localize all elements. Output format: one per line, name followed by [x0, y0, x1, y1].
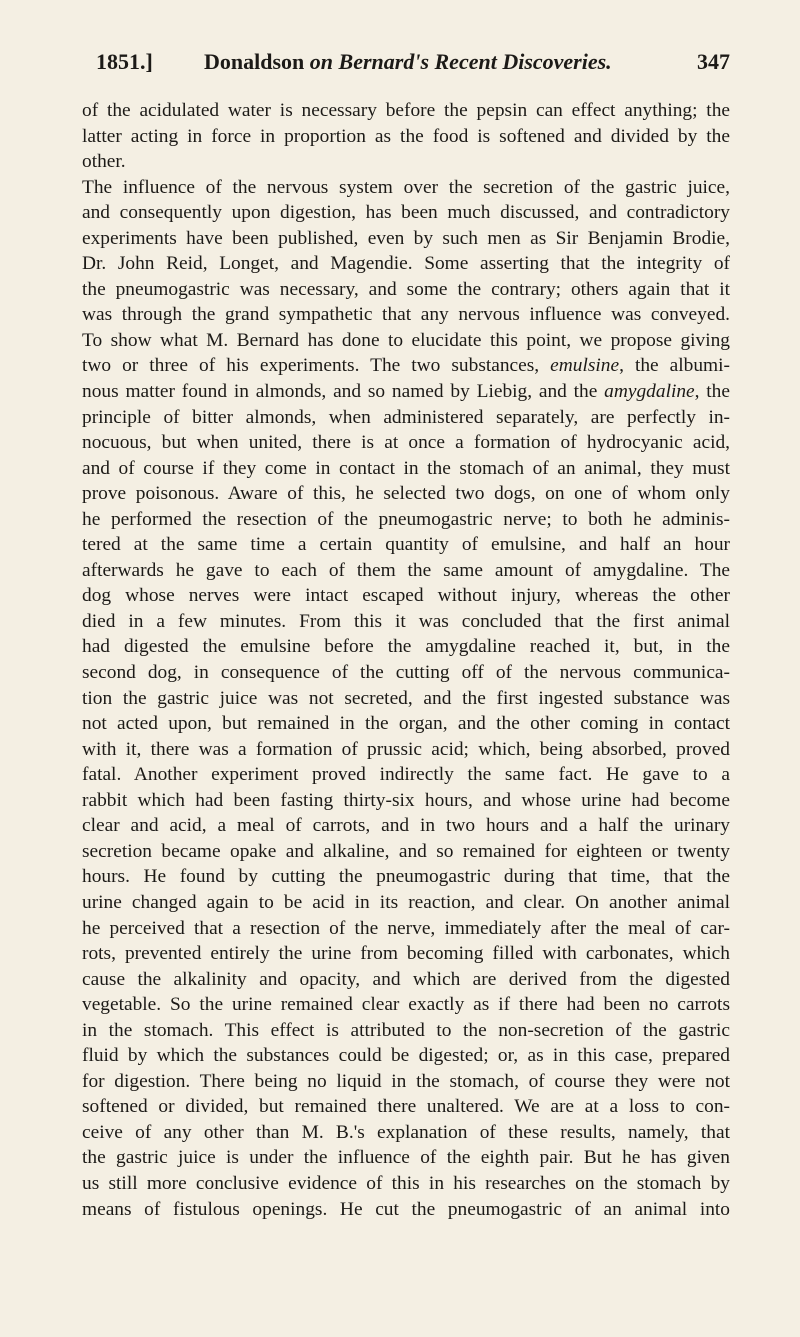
text-line: [82, 609, 730, 635]
text-line: [82, 890, 730, 916]
text-line: [82, 1171, 730, 1197]
text-segment: tered at the same time a certain quantity of emulsine, and half an hour: [82, 534, 730, 556]
text-segment: softened or divided, but remained there unaltered. We are at a loss to con-: [82, 1096, 730, 1118]
text-segment: died in a few minutes. From this it was concluded that the first animal: [82, 610, 730, 632]
text-line: [82, 864, 730, 890]
body-text: [82, 98, 730, 1222]
italic-term: emulsine: [550, 355, 620, 377]
text-line: [82, 226, 730, 252]
text-line: [82, 992, 730, 1018]
text-segment: with it, there was a formation of prussic acid; which, being absorbed, proved: [82, 738, 730, 760]
text-line: [82, 737, 730, 763]
running-head: [96, 42, 730, 82]
page-number: 347: [697, 49, 730, 74]
text-line: [82, 558, 730, 584]
text-segment: was through the grand sympathetic that any nervous influence was conveyed.: [82, 304, 730, 326]
text-segment: means of fistulous openings. He cut the pneumogastric of an animal into: [82, 1198, 730, 1220]
text-segment: and of course if they come in contact in the stomach of an animal, they must: [82, 457, 730, 479]
text-segment: he performed the resection of the pneumogastric nerve; to both he adminis-: [82, 508, 730, 530]
text-segment: vegetable. So the urine remained clear exactly as if there had been no carrots: [82, 994, 730, 1016]
running-head-on: on: [309, 49, 334, 74]
text-line: [82, 277, 730, 303]
text-line: [82, 583, 730, 609]
text-segment: in the stomach. This effect is attributed to the non-secretion of the gastric: [82, 1019, 730, 1041]
running-head-title: [204, 42, 612, 82]
text-line: [82, 634, 730, 660]
text-segment: and consequently upon digestion, has been much discussed, and contradictory: [82, 202, 730, 224]
text-segment: of the acidulated water is necessary before the pepsin can effect anything; the: [82, 100, 730, 121]
text-line: [82, 124, 730, 150]
text-segment: principle of bitter almonds, when administered separately, are perfectly in-: [82, 406, 730, 428]
text-line: [82, 1145, 730, 1171]
text-line: [82, 762, 730, 788]
text-segment: fluid by which the substances could be digested; or, as in this case, prepared: [82, 1045, 730, 1067]
running-head-year: 1851.]: [96, 49, 153, 74]
text-segment: fatal. Another experiment proved indirectly the same fact. He gave to a: [82, 764, 730, 786]
text-line: [82, 1197, 730, 1223]
text-line: [82, 481, 730, 507]
text-segment: rabbit which had been fasting thirty-six hours, and whose urine had become: [82, 789, 730, 811]
text-line: [82, 1094, 730, 1120]
text-line: [82, 430, 730, 456]
text-segment: other.: [82, 151, 126, 173]
text-segment: second dog, in consequence of the cutting off of the nervous communica-: [82, 662, 730, 684]
text-segment: he perceived that a resection of the nerve, immediately after the meal of car-: [82, 917, 730, 939]
text-line: [82, 353, 730, 379]
text-line: [82, 379, 730, 405]
text-segment: To show what M. Bernard has done to elucidate this point, we propose giving: [82, 329, 730, 351]
text-line: [82, 1120, 730, 1146]
text-line: [82, 456, 730, 482]
text-line: [82, 507, 730, 533]
text-line: [82, 175, 730, 201]
text-segment: not acted upon, but remained in the organ, and the other coming in contact: [82, 713, 730, 735]
text-line: [82, 1018, 730, 1044]
text-segment: two or three of his experiments. The two substances,: [82, 355, 551, 377]
text-line: [82, 660, 730, 686]
text-segment: hours. He found by cutting the pneumogastric during that time, that the: [82, 866, 730, 888]
text-line: [82, 813, 730, 839]
text-segment: us still more conclusive evidence of this in his researches on the stomach by: [82, 1172, 730, 1194]
running-head-work: Bernard's Recent Discoveries.: [338, 49, 612, 74]
text-line: [82, 711, 730, 737]
text-segment: clear and acid, a meal of carrots, and in two hours and a half the urinary: [82, 815, 730, 837]
text-line: [82, 686, 730, 712]
text-line: [82, 302, 730, 328]
text-segment: the gastric juice is under the influence of the eighth pair. But he has given: [82, 1147, 730, 1169]
text-line: [82, 1043, 730, 1069]
text-segment: experiments have been published, even by such men as Sir Benjamin Brodie,: [82, 227, 730, 249]
text-segment: for digestion. There being no liquid in the stomach, of course they were not: [82, 1070, 730, 1092]
text-segment: nocuous, but when united, there is at once a formation of hydrocyanic acid,: [82, 432, 730, 454]
text-segment: tion the gastric juice was not secreted, and the first ingested substance was: [82, 687, 730, 709]
text-line: [82, 98, 730, 124]
text-segment: prove poisonous. Aware of this, he selected two dogs, on one of whom only: [82, 483, 730, 505]
text-segment: afterwards he gave to each of them the same amount of amygdaline. The: [82, 559, 730, 581]
text-segment: ceive of any other than M. B.'s explanation of these results, namely, that: [82, 1121, 730, 1143]
text-segment: The influence of the nervous system over the secretion of the gastric juice,: [82, 176, 730, 198]
text-line: [82, 839, 730, 865]
text-line: [82, 941, 730, 967]
text-line: [82, 967, 730, 993]
text-line: [82, 1069, 730, 1095]
text-segment: , the: [694, 381, 730, 403]
text-segment: had digested the emulsine before the amygdaline reached it, but, in the: [82, 636, 730, 658]
text-segment: nous matter found in almonds, and so named by Liebig, and the: [82, 381, 605, 403]
text-line: [82, 916, 730, 942]
text-segment: , the albumi-: [619, 355, 730, 377]
text-line: [82, 251, 730, 277]
text-segment: rots, prevented entirely the urine from becoming filled with carbonates, which: [82, 943, 730, 965]
text-segment: urine changed again to be acid in its reaction, and clear. On another animal: [82, 891, 730, 913]
running-head-author: Donaldson: [204, 49, 305, 74]
text-segment: the pneumogastric was necessary, and some the contrary; others again that it: [82, 278, 730, 300]
text-line: [82, 149, 730, 175]
text-line: [82, 200, 730, 226]
text-segment: secretion became opake and alkaline, and so remained for eighteen or twenty: [82, 840, 730, 862]
text-line: [82, 788, 730, 814]
text-line: [82, 532, 730, 558]
text-line: [82, 328, 730, 354]
text-segment: dog whose nerves were intact escaped without injury, whereas the other: [82, 585, 730, 607]
text-line: [82, 405, 730, 431]
text-segment: Dr. John Reid, Longet, and Magendie. Some asserting that the integrity of: [82, 253, 730, 275]
text-segment: cause the alkalinity and opacity, and which are derived from the digested: [82, 968, 730, 990]
italic-term: amygdaline: [604, 381, 695, 403]
text-segment: latter acting in force in proportion as the food is softened and divided by the: [82, 125, 730, 147]
